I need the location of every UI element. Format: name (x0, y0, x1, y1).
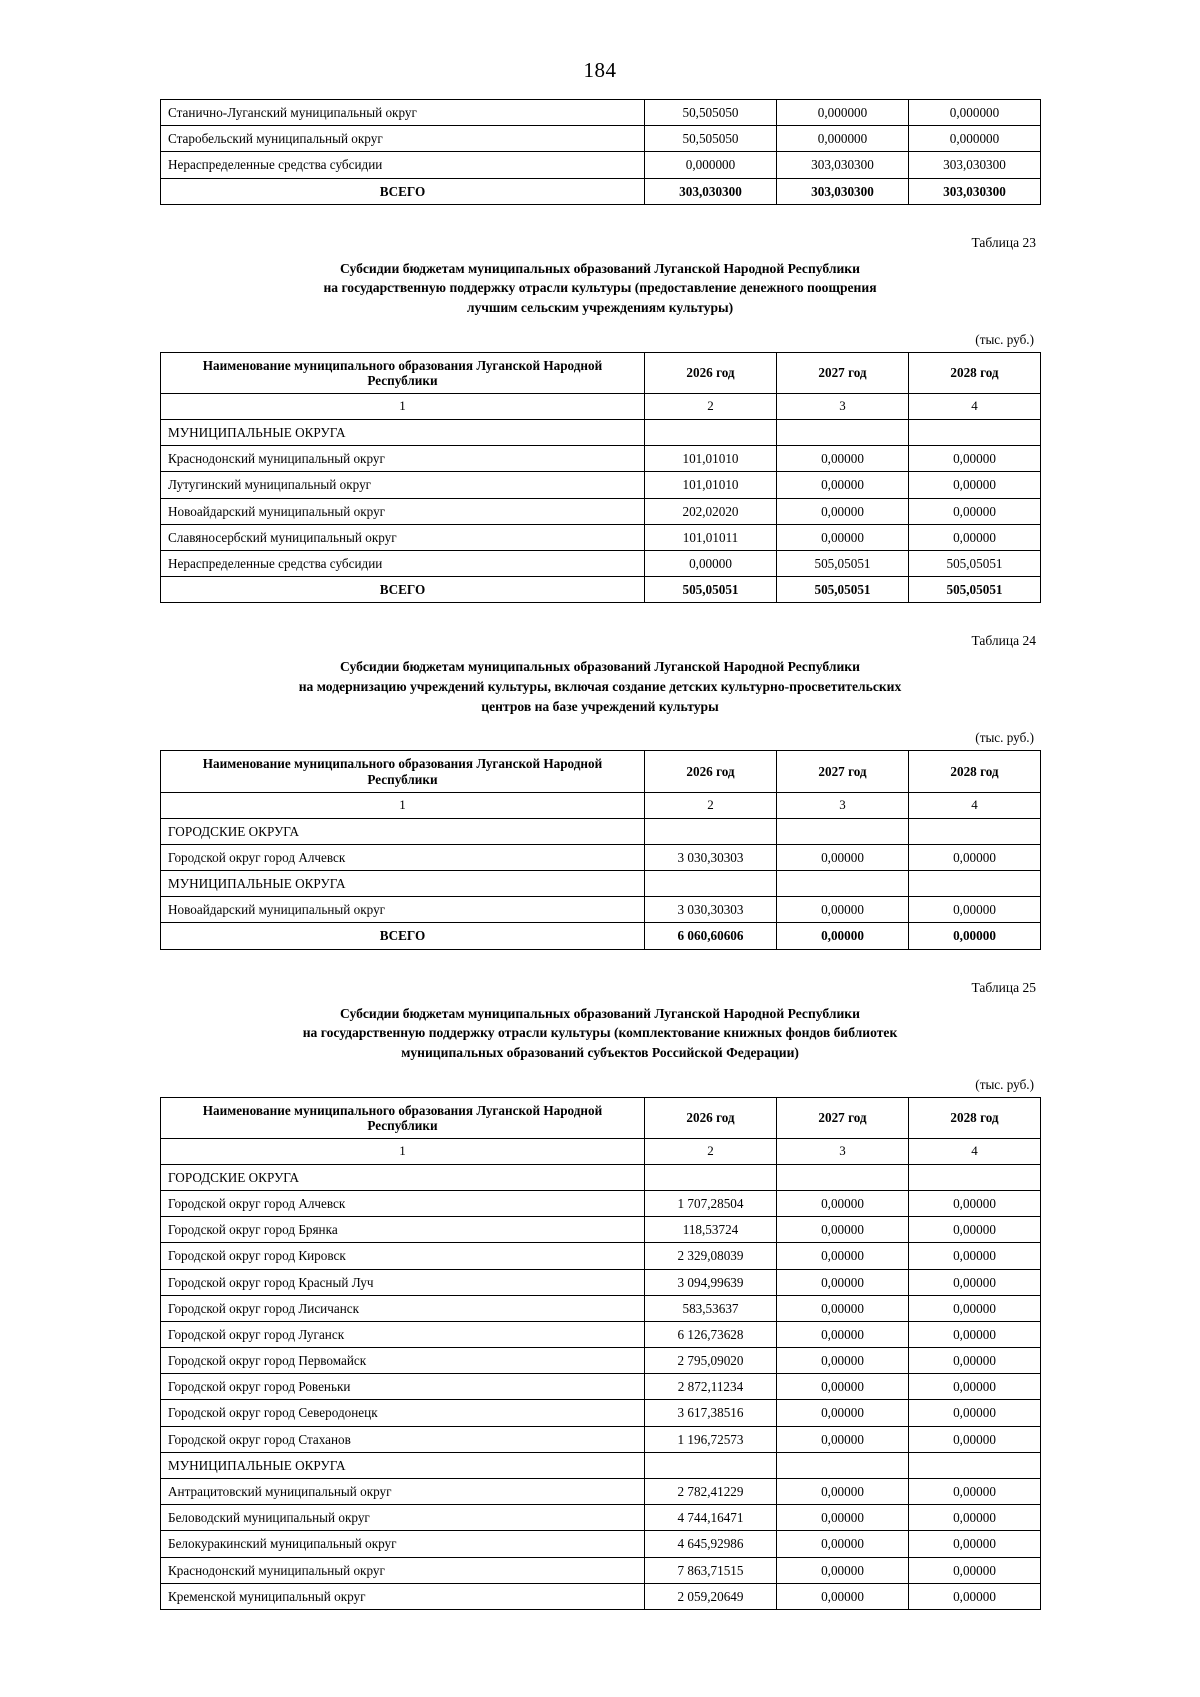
row-year1: 3 030,30303 (645, 897, 777, 923)
group-year3 (909, 818, 1041, 844)
row-year1: 50,505050 (645, 100, 777, 126)
colnum-3: 3 (777, 394, 909, 420)
page-number: 184 (583, 58, 617, 82)
table-total-row (161, 178, 1041, 204)
table24-colnum-row (161, 792, 1041, 818)
header-name: Наименование муниципального образования Луганской Народной Республики (161, 352, 645, 393)
table24-units: (тыс. руб.) (975, 730, 1034, 746)
group-label: МУНИЦИПАЛЬНЫЕ ОКРУГА (161, 420, 645, 446)
table23-label: Таблица 23 (971, 234, 1036, 250)
row-year2: 0,00000 (777, 1478, 909, 1504)
row-name: Новоайдарский муниципальный округ (161, 897, 645, 923)
row-year1: 3 617,38516 (645, 1400, 777, 1426)
table23-header-row (161, 352, 1041, 393)
table-row (161, 1321, 1041, 1347)
row-name: Нераспределенные средства субсидии (161, 152, 645, 178)
row-year3: 0,00000 (909, 844, 1041, 870)
table23-title-line-2: на государственную поддержку отрасли культуры (предоставление денежного поощрения (323, 280, 877, 296)
row-year2: 0,00000 (777, 1191, 909, 1217)
group-label: МУНИЦИПАЛЬНЫЕ ОКРУГА (161, 1452, 645, 1478)
table-row (161, 1243, 1041, 1269)
colnum-1: 1 (161, 792, 645, 818)
table-row (161, 1426, 1041, 1452)
table-row (161, 1191, 1041, 1217)
colnum-2: 2 (645, 1138, 777, 1164)
group-year2 (777, 818, 909, 844)
table23-title (205, 259, 995, 318)
total-year3: 505,05051 (909, 577, 1041, 603)
row-name: Городской округ город Первомайск (161, 1348, 645, 1374)
table-row (161, 844, 1041, 870)
table25-block (160, 980, 1040, 1610)
header-year2: 2027 год (777, 352, 909, 393)
row-name: Городской округ город Красный Луч (161, 1269, 645, 1295)
table24-title-line-2: на модернизацию учреждений культуры, включая создание детских культурно-просветительских (298, 678, 902, 694)
table-continued-body (161, 100, 1041, 205)
row-year3: 0,00000 (909, 498, 1041, 524)
row-year1: 4 645,92986 (645, 1531, 777, 1557)
table-row (161, 1269, 1041, 1295)
colnum-3: 3 (777, 1138, 909, 1164)
table-row (161, 498, 1041, 524)
row-name: Городской округ город Алчевск (161, 844, 645, 870)
total-year2: 505,05051 (777, 577, 909, 603)
total-label: ВСЕГО (161, 923, 645, 949)
table23-colnum-row (161, 394, 1041, 420)
colnum-2: 2 (645, 792, 777, 818)
row-year3: 0,000000 (909, 100, 1041, 126)
row-name: Городской округ город Ровеньки (161, 1374, 645, 1400)
row-year2: 0,00000 (777, 1583, 909, 1609)
row-year1: 2 795,09020 (645, 1348, 777, 1374)
row-year1: 101,01011 (645, 524, 777, 550)
row-name: Новоайдарский муниципальный округ (161, 498, 645, 524)
total-year1: 303,030300 (645, 178, 777, 204)
row-name: Лутугинский муниципальный округ (161, 472, 645, 498)
group-year1 (645, 1164, 777, 1190)
table24-title-line-1: Субсидии бюджетам муниципальных образований Луганской Народной Республики (340, 659, 860, 675)
table-row (161, 1295, 1041, 1321)
row-year2: 0,00000 (777, 897, 909, 923)
table23-units: (тыс. руб.) (975, 331, 1034, 347)
total-label: ВСЕГО (161, 577, 645, 603)
table-row (161, 1583, 1041, 1609)
header-name: Наименование муниципального образования Луганской Народной Республики (161, 1097, 645, 1138)
row-name: Нераспределенные средства субсидии (161, 550, 645, 576)
row-year3: 0,00000 (909, 1348, 1041, 1374)
row-year3: 0,00000 (909, 1557, 1041, 1583)
header-year1: 2026 год (645, 352, 777, 393)
group-label: МУНИЦИПАЛЬНЫЕ ОКРУГА (161, 871, 645, 897)
row-year1: 0,00000 (645, 550, 777, 576)
header-year3: 2028 год (909, 1097, 1041, 1138)
group-year3 (909, 1164, 1041, 1190)
row-year3: 505,05051 (909, 550, 1041, 576)
table-row (161, 550, 1041, 576)
row-name: Городской округ город Луганск (161, 1321, 645, 1347)
colnum-4: 4 (909, 394, 1041, 420)
row-year2: 0,000000 (777, 126, 909, 152)
table24-label: Таблица 24 (971, 633, 1036, 649)
row-year2: 0,00000 (777, 524, 909, 550)
table-row (161, 1478, 1041, 1504)
table-total-row (161, 923, 1041, 949)
group-year2 (777, 420, 909, 446)
group-year1 (645, 420, 777, 446)
row-year1: 2 782,41229 (645, 1478, 777, 1504)
row-name: Белокуракинский муниципальный округ (161, 1531, 645, 1557)
row-year2: 0,00000 (777, 1217, 909, 1243)
table-total-row (161, 577, 1041, 603)
row-name: Станично-Луганский муниципальный округ (161, 100, 645, 126)
row-year2: 0,00000 (777, 1426, 909, 1452)
table25-title-line-3: муниципальных образований субъектов Российской Федерации) (401, 1044, 799, 1060)
row-name: Кременской муниципальный округ (161, 1583, 645, 1609)
table-row (161, 1217, 1041, 1243)
header-name: Наименование муниципального образования Луганской Народной Республики (161, 751, 645, 792)
table-row (161, 472, 1041, 498)
row-name: Городской округ город Лисичанск (161, 1295, 645, 1321)
table23-title-line-3: лучшим сельским учреждениям культуры) (466, 300, 734, 316)
row-year3: 0,00000 (909, 446, 1041, 472)
table25-title-line-1: Субсидии бюджетам муниципальных образований Луганской Народной Республики (340, 1005, 860, 1021)
row-year1: 101,01010 (645, 472, 777, 498)
row-year1: 1 196,72573 (645, 1426, 777, 1452)
header-year3: 2028 год (909, 751, 1041, 792)
row-year2: 0,00000 (777, 1400, 909, 1426)
header-year2: 2027 год (777, 751, 909, 792)
row-year1: 3 094,99639 (645, 1269, 777, 1295)
group-year1 (645, 1452, 777, 1478)
group-year3 (909, 871, 1041, 897)
row-name: Городской округ город Стаханов (161, 1426, 645, 1452)
row-year2: 0,00000 (777, 1531, 909, 1557)
colnum-4: 4 (909, 792, 1041, 818)
table25-label: Таблица 25 (971, 979, 1036, 995)
row-year3: 0,00000 (909, 1505, 1041, 1531)
table-continued (160, 99, 1041, 205)
colnum-1: 1 (161, 394, 645, 420)
table23-title-line-1: Субсидии бюджетам муниципальных образований Луганской Народной Республики (340, 260, 860, 276)
row-year1: 7 863,71515 (645, 1557, 777, 1583)
table-row (161, 1348, 1041, 1374)
row-year3: 0,00000 (909, 1531, 1041, 1557)
row-year1: 101,01010 (645, 446, 777, 472)
table-row (161, 1374, 1041, 1400)
row-year2: 0,00000 (777, 1243, 909, 1269)
row-year1: 583,53637 (645, 1295, 777, 1321)
row-year3: 0,00000 (909, 1243, 1041, 1269)
header-year1: 2026 год (645, 1097, 777, 1138)
colnum-3: 3 (777, 792, 909, 818)
total-year3: 0,00000 (909, 923, 1041, 949)
colnum-4: 4 (909, 1138, 1041, 1164)
row-year3: 0,00000 (909, 1217, 1041, 1243)
row-year1: 2 329,08039 (645, 1243, 777, 1269)
row-name: Городской округ город Брянка (161, 1217, 645, 1243)
row-year3: 0,00000 (909, 1321, 1041, 1347)
row-year3: 0,00000 (909, 1583, 1041, 1609)
row-name: Краснодонский муниципальный округ (161, 1557, 645, 1583)
row-name: Антрацитовский муниципальный округ (161, 1478, 645, 1504)
table23-block (160, 235, 1040, 604)
table24-block (160, 633, 1040, 949)
table-continued-block (160, 99, 1040, 205)
row-name: Краснодонский муниципальный округ (161, 446, 645, 472)
total-year2: 303,030300 (777, 178, 909, 204)
table-row (161, 897, 1041, 923)
row-year1: 2 059,20649 (645, 1583, 777, 1609)
group-label: ГОРОДСКИЕ ОКРУГА (161, 1164, 645, 1190)
table-row (161, 524, 1041, 550)
row-year2: 0,00000 (777, 1505, 909, 1531)
row-year3: 0,00000 (909, 1426, 1041, 1452)
table24-title-line-3: центров на базе учреждений культуры (481, 698, 719, 714)
row-year1: 4 744,16471 (645, 1505, 777, 1531)
row-year2: 0,00000 (777, 1321, 909, 1347)
group-year3 (909, 1452, 1041, 1478)
row-name: Городской округ город Северодонецк (161, 1400, 645, 1426)
table25-units: (тыс. руб.) (975, 1076, 1034, 1092)
row-year3: 0,00000 (909, 524, 1041, 550)
row-year1: 3 030,30303 (645, 844, 777, 870)
total-year1: 6 060,60606 (645, 923, 777, 949)
header-year3: 2028 год (909, 352, 1041, 393)
row-year2: 505,05051 (777, 550, 909, 576)
table-row (161, 1557, 1041, 1583)
table-group-row (161, 1452, 1041, 1478)
row-year2: 0,00000 (777, 498, 909, 524)
table25-title (205, 1004, 995, 1063)
table-row (161, 446, 1041, 472)
row-year1: 0,000000 (645, 152, 777, 178)
colnum-2: 2 (645, 394, 777, 420)
row-name: Городской округ город Алчевск (161, 1191, 645, 1217)
group-year1 (645, 818, 777, 844)
table-group-row (161, 871, 1041, 897)
table-row (161, 1531, 1041, 1557)
total-label: ВСЕГО (161, 178, 645, 204)
row-year2: 0,000000 (777, 100, 909, 126)
header-year1: 2026 год (645, 751, 777, 792)
row-year2: 0,00000 (777, 1269, 909, 1295)
row-year1: 1 707,28504 (645, 1191, 777, 1217)
row-year1: 118,53724 (645, 1217, 777, 1243)
row-year3: 0,00000 (909, 1295, 1041, 1321)
header-year2: 2027 год (777, 1097, 909, 1138)
row-year2: 0,00000 (777, 1348, 909, 1374)
row-year3: 0,00000 (909, 1269, 1041, 1295)
row-year2: 0,00000 (777, 1557, 909, 1583)
table24-title (205, 657, 995, 716)
table-group-row (161, 420, 1041, 446)
table24-header-row (161, 751, 1041, 792)
row-year3: 0,00000 (909, 1191, 1041, 1217)
group-year2 (777, 1452, 909, 1478)
total-year2: 0,00000 (777, 923, 909, 949)
table25-header-row (161, 1097, 1041, 1138)
table-row (161, 126, 1041, 152)
table25-title-line-2: на государственную поддержку отрасли культуры (комплектование книжных фондов библиотек (302, 1025, 898, 1041)
group-year3 (909, 420, 1041, 446)
row-year3: 303,030300 (909, 152, 1041, 178)
total-year1: 505,05051 (645, 577, 777, 603)
row-name: Городской округ город Кировск (161, 1243, 645, 1269)
table-group-row (161, 1164, 1041, 1190)
row-year2: 303,030300 (777, 152, 909, 178)
row-year2: 0,00000 (777, 1374, 909, 1400)
group-year2 (777, 1164, 909, 1190)
colnum-1: 1 (161, 1138, 645, 1164)
group-year2 (777, 871, 909, 897)
row-year3: 0,00000 (909, 1400, 1041, 1426)
table-row (161, 1505, 1041, 1531)
row-year2: 0,00000 (777, 844, 909, 870)
table23 (160, 352, 1041, 603)
row-year1: 202,02020 (645, 498, 777, 524)
group-year1 (645, 871, 777, 897)
group-label: ГОРОДСКИЕ ОКРУГА (161, 818, 645, 844)
table-row (161, 1400, 1041, 1426)
table24 (160, 750, 1041, 949)
row-year3: 0,00000 (909, 1374, 1041, 1400)
row-year3: 0,00000 (909, 472, 1041, 498)
row-year1: 6 126,73628 (645, 1321, 777, 1347)
table-row (161, 152, 1041, 178)
row-year1: 50,505050 (645, 126, 777, 152)
row-name: Старобельский муниципальный округ (161, 126, 645, 152)
row-year3: 0,000000 (909, 126, 1041, 152)
row-year3: 0,00000 (909, 1478, 1041, 1504)
table25-colnum-row (161, 1138, 1041, 1164)
row-year1: 2 872,11234 (645, 1374, 777, 1400)
row-year2: 0,00000 (777, 446, 909, 472)
row-year3: 0,00000 (909, 897, 1041, 923)
row-year2: 0,00000 (777, 1295, 909, 1321)
table25 (160, 1097, 1041, 1610)
table-group-row (161, 818, 1041, 844)
row-name: Славяносербский муниципальный округ (161, 524, 645, 550)
table-row (161, 100, 1041, 126)
total-year3: 303,030300 (909, 178, 1041, 204)
row-year2: 0,00000 (777, 472, 909, 498)
row-name: Беловодский муниципальный округ (161, 1505, 645, 1531)
